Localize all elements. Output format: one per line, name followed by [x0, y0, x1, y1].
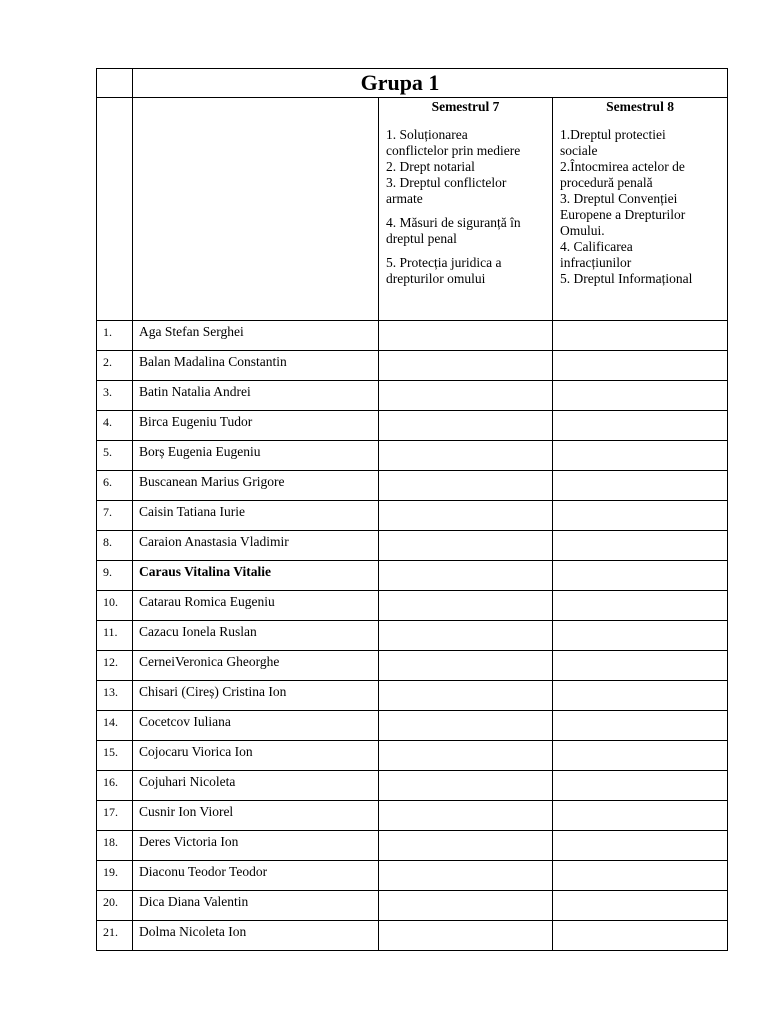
semester-8-entry-cell[interactable] [553, 831, 728, 861]
group-table [96, 68, 728, 951]
row-number-cell [97, 651, 133, 681]
student-name-cell [133, 651, 379, 681]
row-number-cell [97, 891, 133, 921]
course-line: 3. Dreptul conflictelor [386, 175, 507, 190]
student-name: Catarau Romica Eugeniu [139, 594, 275, 609]
row-number: 12. [103, 655, 118, 669]
row-number: 19. [103, 865, 118, 879]
row-number: 5. [103, 445, 112, 459]
semester-7-entry-cell[interactable] [379, 681, 553, 711]
row-number-cell [97, 321, 133, 351]
table-row [97, 741, 728, 771]
table-row [97, 321, 728, 351]
student-name-cell [133, 411, 379, 441]
row-number: 17. [103, 805, 118, 819]
row-number: 16. [103, 775, 118, 789]
student-name-cell [133, 351, 379, 381]
semester-7-entry-cell[interactable] [379, 621, 553, 651]
group-title: Grupa 1 [360, 70, 440, 95]
student-name-cell [133, 921, 379, 951]
course-block [386, 215, 546, 247]
semester-8-entry-cell[interactable] [553, 591, 728, 621]
semester-8-entry-cell[interactable] [553, 681, 728, 711]
student-name-cell [133, 681, 379, 711]
course-line: drepturilor omului [386, 271, 486, 286]
row-number: 3. [103, 385, 112, 399]
semester-8-entry-cell[interactable] [553, 531, 728, 561]
course-line: dreptul penal [386, 231, 457, 246]
course-block [560, 127, 721, 287]
semester-8-entry-cell[interactable] [553, 891, 728, 921]
row-number-cell [97, 771, 133, 801]
course-block [386, 255, 546, 287]
student-name: Aga Stefan Serghei [139, 324, 244, 339]
semester-8-entry-cell[interactable] [553, 711, 728, 741]
table-row [97, 801, 728, 831]
row-number-cell [97, 681, 133, 711]
row-number-cell [97, 861, 133, 891]
table-row [97, 561, 728, 591]
table-row [97, 501, 728, 531]
student-name: Buscanean Marius Grigore [139, 474, 285, 489]
semester-7-entry-cell[interactable] [379, 831, 553, 861]
student-name-cell [133, 891, 379, 921]
title-cell [133, 69, 728, 98]
semester-8-entry-cell[interactable] [553, 771, 728, 801]
row-number: 21. [103, 925, 118, 939]
semester-8-entry-cell[interactable] [553, 381, 728, 411]
row-number: 11. [103, 625, 118, 639]
semester-7-entry-cell[interactable] [379, 501, 553, 531]
course-line: conflictelor prin mediere [386, 143, 521, 158]
semester-8-entry-cell[interactable] [553, 651, 728, 681]
semester-7-entry-cell[interactable] [379, 321, 553, 351]
row-number-cell [97, 531, 133, 561]
table-row [97, 411, 728, 441]
row-number-cell [97, 561, 133, 591]
semester-8-entry-cell[interactable] [553, 321, 728, 351]
student-name: Cazacu Ionela Ruslan [139, 624, 257, 639]
course-line: procedură penală [560, 175, 653, 190]
table-row [97, 621, 728, 651]
row-number-cell [97, 801, 133, 831]
semester-7-entry-cell[interactable] [379, 771, 553, 801]
course-block [386, 127, 546, 207]
student-name: Deres Victoria Ion [139, 834, 239, 849]
student-name-cell [133, 741, 379, 771]
student-name: CerneiVeronica Gheorghe [139, 654, 280, 669]
course-line: armate [386, 191, 423, 206]
row-number-cell [97, 441, 133, 471]
course-line: Europene a Drepturilor [560, 207, 686, 222]
course-line: 3. Dreptul Convenției [560, 191, 678, 206]
table-row [97, 921, 728, 951]
semester-7-cell [379, 98, 553, 321]
student-name: Dolma Nicoleta Ion [139, 924, 247, 939]
semester-7-entry-cell[interactable] [379, 441, 553, 471]
row-number: 10. [103, 595, 118, 609]
student-name-cell [133, 621, 379, 651]
row-number: 9. [103, 565, 112, 579]
course-line: 2.Întocmirea actelor de [560, 159, 685, 174]
semester-7-courses [379, 127, 552, 287]
semester-7-entry-cell[interactable] [379, 351, 553, 381]
course-line: 5. Protecția juridica a [386, 255, 502, 270]
student-name: Balan Madalina Constantin [139, 354, 287, 369]
student-name: Birca Eugeniu Tudor [139, 414, 253, 429]
table-row [97, 441, 728, 471]
semester-8-entry-cell[interactable] [553, 861, 728, 891]
semester-7-entry-cell[interactable] [379, 591, 553, 621]
row-number-cell [97, 411, 133, 441]
semester-8-heading: Semestrul 8 [606, 99, 674, 114]
table-row [97, 771, 728, 801]
student-name: Cocetcov Iuliana [139, 714, 231, 729]
student-name-cell [133, 861, 379, 891]
title-row [97, 69, 728, 98]
course-line: 1.Dreptul protectiei [560, 127, 666, 142]
semester-7-entry-cell[interactable] [379, 561, 553, 591]
table-row [97, 861, 728, 891]
header-name-cell [133, 98, 379, 321]
semester-7-entry-cell[interactable] [379, 651, 553, 681]
student-name: Borș Eugenia Eugeniu [139, 444, 261, 459]
student-name-cell [133, 471, 379, 501]
row-number: 20. [103, 895, 118, 909]
student-name-cell [133, 771, 379, 801]
row-number-cell [97, 501, 133, 531]
course-line: sociale [560, 143, 598, 158]
corner-cell [97, 69, 133, 98]
semester-8-entry-cell[interactable] [553, 621, 728, 651]
row-number-cell [97, 921, 133, 951]
semester-8-entry-cell[interactable] [553, 501, 728, 531]
semester-8-entry-cell[interactable] [553, 471, 728, 501]
row-number: 13. [103, 685, 118, 699]
row-number-cell [97, 741, 133, 771]
semester-8-cell [553, 98, 728, 321]
table-row [97, 381, 728, 411]
student-name-cell [133, 561, 379, 591]
semester-8-entry-cell[interactable] [553, 921, 728, 951]
student-name: Cojocaru Viorica Ion [139, 744, 253, 759]
student-name-cell [133, 381, 379, 411]
student-name-cell [133, 441, 379, 471]
row-number: 8. [103, 535, 112, 549]
course-line: 4. Calificarea [560, 239, 633, 254]
semester-7-entry-cell[interactable] [379, 381, 553, 411]
semester-7-entry-cell[interactable] [379, 531, 553, 561]
student-name-cell [133, 321, 379, 351]
row-number-cell [97, 471, 133, 501]
semester-8-entry-cell[interactable] [553, 441, 728, 471]
student-name: Caraion Anastasia Vladimir [139, 534, 289, 549]
student-name-cell [133, 801, 379, 831]
table-row [97, 711, 728, 741]
semester-8-entry-cell[interactable] [553, 351, 728, 381]
table-row [97, 471, 728, 501]
semester-7-entry-cell[interactable] [379, 891, 553, 921]
student-name-cell [133, 501, 379, 531]
row-number-cell [97, 381, 133, 411]
semester-header-row [97, 98, 728, 321]
row-number-cell [97, 591, 133, 621]
row-number-cell [97, 621, 133, 651]
row-number: 1. [103, 325, 112, 339]
semester-7-entry-cell[interactable] [379, 741, 553, 771]
semester-7-entry-cell[interactable] [379, 411, 553, 441]
semester-7-entry-cell[interactable] [379, 921, 553, 951]
course-line: 2. Drept notarial [386, 159, 475, 174]
row-number: 6. [103, 475, 112, 489]
row-number-cell [97, 711, 133, 741]
semester-7-heading: Semestrul 7 [431, 99, 500, 114]
semester-7-entry-cell[interactable] [379, 471, 553, 501]
row-number: 15. [103, 745, 118, 759]
semester-8-entry-cell[interactable] [553, 411, 728, 441]
semester-8-entry-cell[interactable] [553, 561, 728, 591]
row-number-cell [97, 831, 133, 861]
semester-7-entry-cell[interactable] [379, 861, 553, 891]
row-number: 4. [103, 415, 112, 429]
student-name: Dica Diana Valentin [139, 894, 249, 909]
row-number: 14. [103, 715, 118, 729]
semester-8-entry-cell[interactable] [553, 741, 728, 771]
student-name-cell [133, 531, 379, 561]
row-number: 2. [103, 355, 112, 369]
student-name: Chisari (Cireș) Cristina Ion [139, 684, 287, 699]
student-name-cell [133, 591, 379, 621]
course-line: 1. Soluționarea [386, 127, 468, 142]
table-row [97, 681, 728, 711]
student-name: Caisin Tatiana Iurie [139, 504, 246, 519]
semester-8-entry-cell[interactable] [553, 801, 728, 831]
student-name-cell [133, 711, 379, 741]
row-number-cell [97, 351, 133, 381]
table-row [97, 351, 728, 381]
student-name: Diaconu Teodor Teodor [139, 864, 268, 879]
table-row [97, 831, 728, 861]
table-row [97, 591, 728, 621]
course-line: 4. Măsuri de siguranță în [386, 215, 521, 230]
semester-7-entry-cell[interactable] [379, 711, 553, 741]
table-row [97, 531, 728, 561]
semester-7-entry-cell[interactable] [379, 801, 553, 831]
table-row [97, 891, 728, 921]
course-line: 5. Dreptul Informațional [560, 271, 693, 286]
course-line: Omului. [560, 223, 605, 238]
course-line: infracțiunilor [560, 255, 632, 270]
row-number: 7. [103, 505, 112, 519]
student-name: Cusnir Ion Viorel [139, 804, 234, 819]
semester-8-courses [553, 127, 727, 287]
table-row [97, 651, 728, 681]
student-name: Cojuhari Nicoleta [139, 774, 236, 789]
header-number-cell [97, 98, 133, 321]
student-name: Batin Natalia Andrei [139, 384, 251, 399]
row-number: 18. [103, 835, 118, 849]
student-name-cell [133, 831, 379, 861]
student-name: Caraus Vitalina Vitalie [139, 564, 272, 579]
